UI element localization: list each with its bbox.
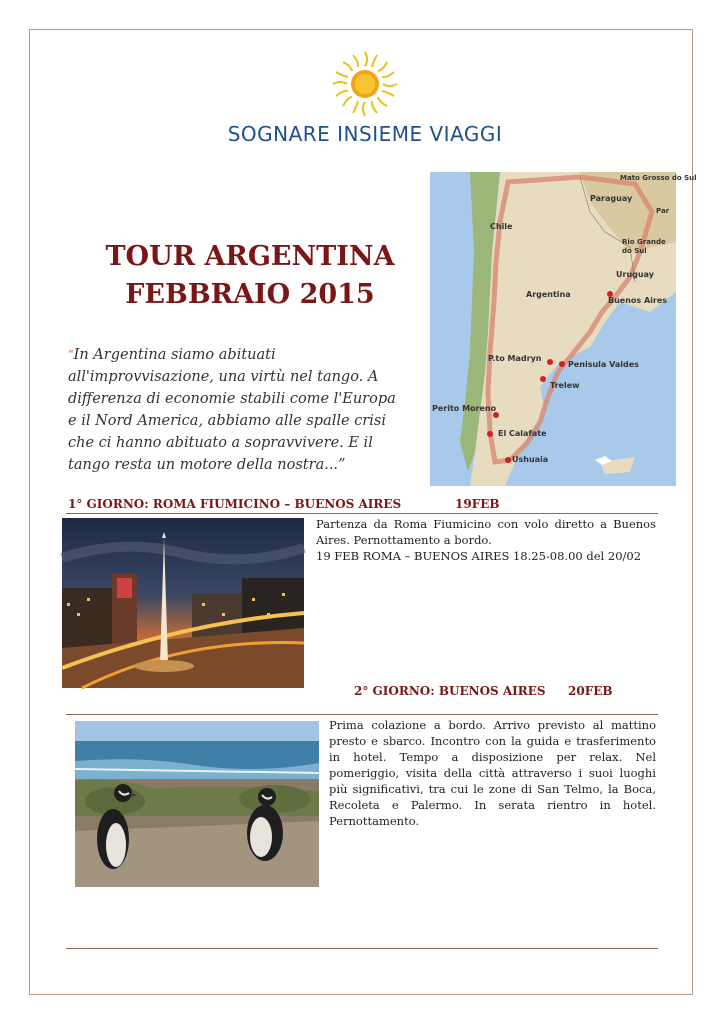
day-1-heading: 1° GIORNO: ROMA FIUMICINO – BUENOS AIRES <box>68 497 402 511</box>
logo <box>200 50 530 150</box>
day-2-text <box>329 717 656 829</box>
day-2-line-1: Prima colazione a bordo. Arrivo previsto al mattino presto e sbarco. Incontro con la guida e trasferimento in hotel. Tempo a disposizione per relax. Nel pomeriggio, visita della città attraverso i suoi luoghi più significativi, tra cui le zone di San Telmo, la Boca, Recoleta e Palermo. In serata rientro in hotel. Pernottamento. <box>329 718 656 828</box>
day-1-date: 19FEB <box>455 497 500 511</box>
map-image <box>430 172 676 486</box>
page-subtitle: FEBBRAIO 2015 <box>125 279 375 310</box>
map-label-uruguay: Uruguay <box>616 270 654 279</box>
map-label-rio-grande: Rio Grande do Sul <box>622 238 666 255</box>
day-2-heading: 2° GIORNO: BUENOS AIRES <box>354 684 546 698</box>
map-label-trelew: Trelew <box>550 381 580 390</box>
divider <box>66 513 658 514</box>
penguins-photo <box>75 721 319 887</box>
map-label-buenos-aires: Buenos Aires <box>608 296 668 305</box>
map-label-par: Par <box>656 207 670 215</box>
map-label-ushuaia: Ushuaia <box>512 455 549 464</box>
day-2-date: 20FEB <box>568 684 613 698</box>
quote-text: In Argentina siamo abituati all'improvvisazione, una virtù nel tango. A differenza di economie stabili come l'Europa e il Nord America, abbiamo alle spalle crisi che ci hanno abituato a sopravvivere. E il tango resta un motore della nostra...” <box>68 347 396 473</box>
sun-icon <box>332 50 398 122</box>
day-1-line-1: Partenza da Roma Fiumicino con volo diretto a Buenos Aires. Pernottamento a bordo. <box>316 517 656 547</box>
map-label-el-calafate: El Calafate <box>498 429 547 438</box>
map-label-penisula-valdes: Penisula Valdes <box>568 360 639 369</box>
map-label-pto-madryn: P.to Madryn <box>488 354 542 363</box>
divider <box>66 714 658 715</box>
buenos-aires-photo <box>62 518 304 688</box>
map-label-perito-moreno: Perito Moreno <box>432 404 497 413</box>
map-label-mato-grosso: Mato Grosso do Sul <box>620 174 697 182</box>
quote-open-mark: “ <box>68 348 74 361</box>
map-label-paraguay: Paraguay <box>590 194 633 203</box>
logo-text: SOGNARE INSIEME VIAGGI <box>227 122 503 146</box>
footer-divider <box>66 948 658 949</box>
day-1-line-2: 19 FEB ROMA – BUENOS AIRES 18.25-08.00 del 20/02 <box>316 549 642 563</box>
map-label-argentina: Argentina <box>526 290 571 299</box>
quote <box>68 344 408 476</box>
page-title: TOUR ARGENTINA <box>105 241 395 272</box>
route-map <box>430 172 697 486</box>
day-1-text <box>316 516 656 564</box>
map-label-chile: Chile <box>490 222 513 231</box>
